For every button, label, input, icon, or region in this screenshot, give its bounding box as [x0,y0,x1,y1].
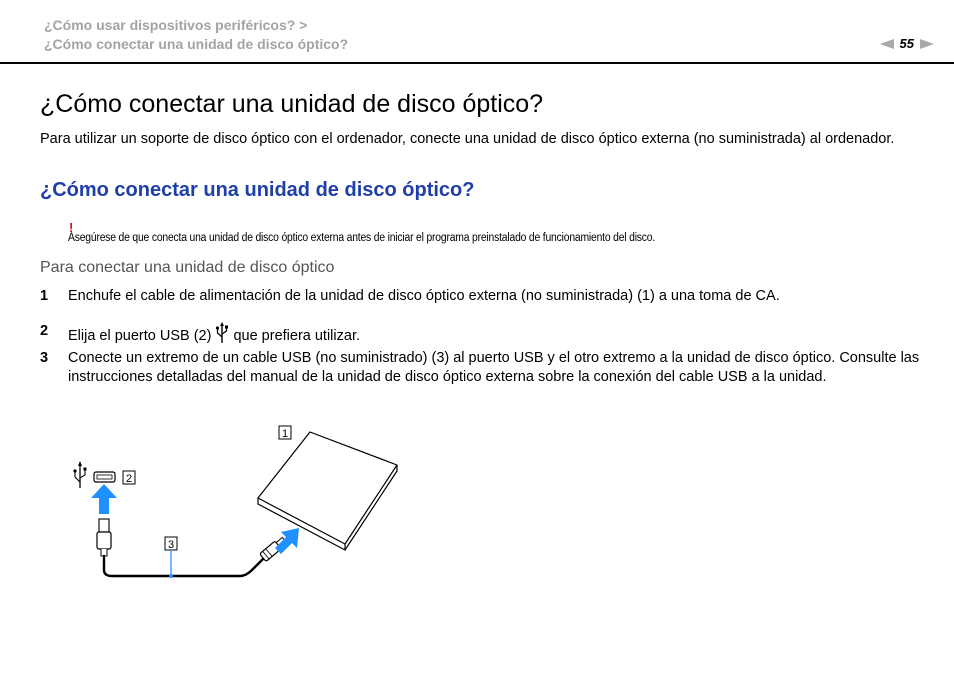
usb-optical-drive-illustration [60,420,420,590]
breadcrumb-current[interactable]: ¿Cómo conectar una unidad de disco óptico? [44,36,349,52]
page-title: ¿Cómo conectar una unidad de disco óptico? [40,90,544,118]
step-3 [40,349,920,387]
step-text-after: que prefiera utilizar. [233,328,360,344]
callout-3 [165,537,177,578]
breadcrumb-parent[interactable]: ¿Cómo usar dispositivos periféricos? > [44,17,308,33]
svg-text:2: 2 [125,473,133,485]
usb-icon [73,461,86,488]
header-divider [0,62,954,64]
step-text: Conecte un extremo de un cable USB (no suministrado) (3) al puerto USB y el otro extremo a la unidad de disco óptico. Consulte las instrucciones detalladas del manual de la unidad de disco óptico externa sobre la conexión del cable USB a la unidad. [68,350,920,385]
next-page-icon[interactable] [920,39,934,49]
usb-cable [104,556,266,576]
step-number: 3 [40,350,49,366]
warning-icon: ! [69,220,74,235]
usb-plug [97,519,111,556]
breadcrumb [44,16,348,54]
page-navigation [880,36,934,51]
step-text-before: Elija el puerto USB (2) [68,328,212,344]
usb-icon [215,322,229,344]
callout-1 [279,426,291,440]
warning-text: Asegúrese de que conecta una unidad de disco óptico externa antes de iniciar el programa preinstalado de funcionamiento del disco. [68,232,656,244]
callout-2 [123,471,135,485]
previous-page-icon[interactable] [880,39,894,49]
step-number: 1 [40,288,49,304]
optical-drive-illustration [258,432,397,550]
step-1 [40,287,920,306]
step-number: 2 [40,323,49,339]
page-number: 55 [899,36,914,51]
insert-arrow-icon [91,484,117,514]
intro-paragraph: Para utilizar un soporte de disco óptico con el ordenador, conecte una unidad de disco óptico externa (no suministrada) al ordenador. [40,131,895,147]
section-title: ¿Cómo conectar una unidad de disco óptico? [40,179,475,201]
svg-text:3: 3 [167,539,175,551]
step-2 [40,322,920,346]
procedure-title: Para conectar una unidad de disco óptico [40,259,335,276]
step-text: Enchufe el cable de alimentación de la unidad de disco óptico externa (no suministrada) (1) a una toma de CA. [68,288,780,304]
svg-text:1: 1 [281,428,289,440]
